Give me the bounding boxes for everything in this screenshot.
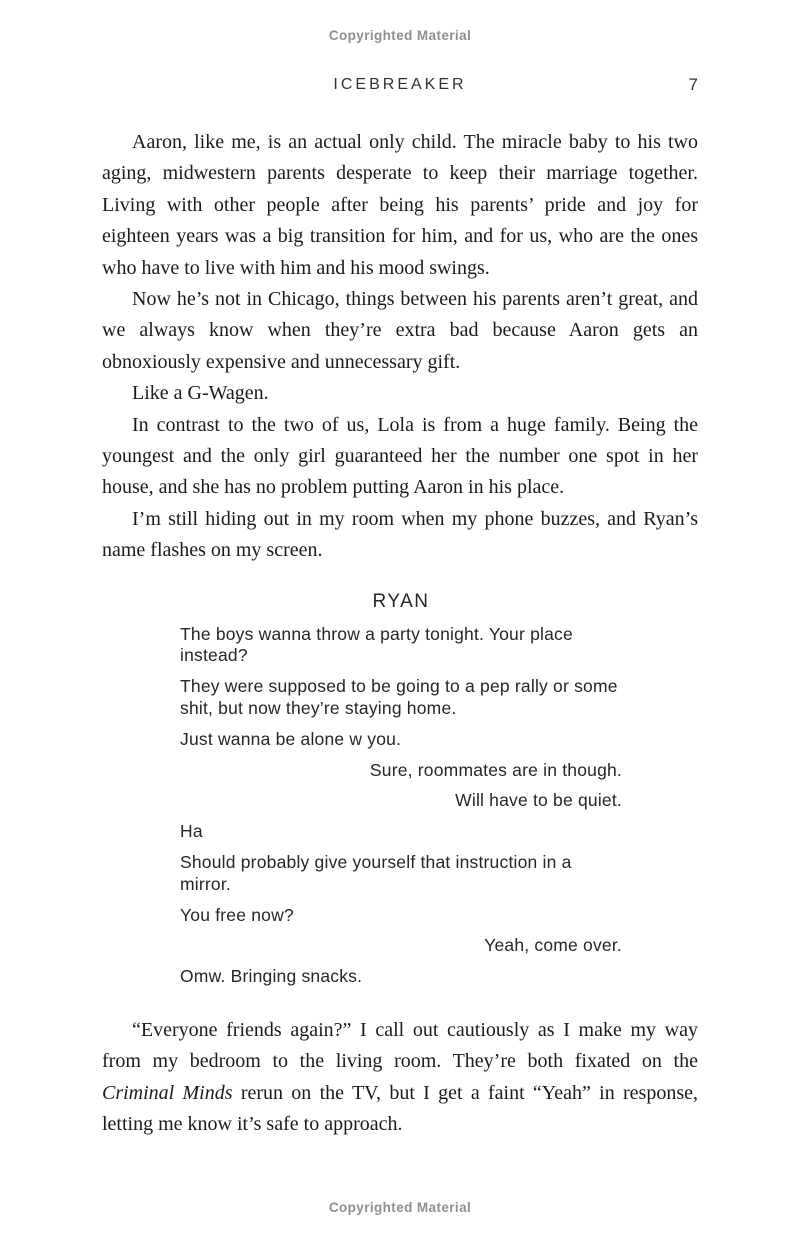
running-header	[102, 75, 698, 97]
paragraph: I’m still hiding out in my room when my phone buzzes, and Ryan’s name flashes on my screen.	[102, 507, 698, 562]
messages-list	[180, 624, 622, 988]
page-number: 7	[688, 75, 698, 94]
paragraph: In contrast to the two of us, Lola is from a huge family. Being the youngest and the only girl guaranteed her the number one spot in her house, and she has no problem putting Aaron in his place.	[102, 413, 698, 499]
copyright-notice-bottom: Copyrighted Material	[328, 1200, 472, 1215]
contact-name: RYAN	[372, 590, 430, 612]
book-title: ICEBREAKER	[333, 76, 467, 93]
message-received: The boys wanna throw a party tonight. Your place instead?	[180, 623, 573, 666]
message-received: Omw. Bringing snacks.	[180, 966, 363, 987]
text-segment: rerun on the TV, but I get a faint “Yeah” in response, letting me know it’s safe to approach.	[102, 1081, 698, 1136]
message-received: You free now?	[180, 904, 294, 925]
text-segment: “Everyone friends again?” I call out cautiously as I make my way from my bedroom to the living room. They’re both fixated on the	[102, 1019, 698, 1073]
paragraph: Like a G-Wagen.	[132, 382, 269, 405]
paragraph	[102, 1015, 698, 1141]
message-received: Just wanna be alone w you.	[180, 728, 402, 749]
message-sent: Sure, roommates are in though.	[369, 759, 622, 780]
message-received: Should probably give yourself that instruction in a mirror.	[180, 852, 572, 894]
italic-text: Criminal Minds	[102, 1081, 233, 1104]
paragraph: Aaron, like me, is an actual only child. The miracle baby to his two aging, midwestern parents desperate to keep their marriage together. Living with other people after being his parents’ pride and joy for eighteen years was a big transition for him, and for us, who are the ones who have to live with him and his mood swings.	[102, 131, 698, 279]
page-content	[102, 127, 698, 1141]
message-sent: Will have to be quiet.	[455, 790, 622, 811]
text-message-conversation	[102, 591, 698, 988]
message-received: They were supposed to be going to a pep rally or some shit, but now they’re staying home.	[180, 676, 618, 719]
copyright-notice-top: Copyrighted Material	[328, 28, 472, 43]
paragraphs-before	[102, 127, 698, 567]
paragraphs-after	[102, 1015, 698, 1141]
paragraph: Now he’s not in Chicago, things between his parents aren’t great, and we always know when they’re extra bad because Aaron gets an obnoxiously expensive and unnecessary gift.	[102, 288, 698, 373]
message-received: Ha	[180, 821, 203, 842]
message-sent: Yeah, come over.	[484, 935, 622, 956]
